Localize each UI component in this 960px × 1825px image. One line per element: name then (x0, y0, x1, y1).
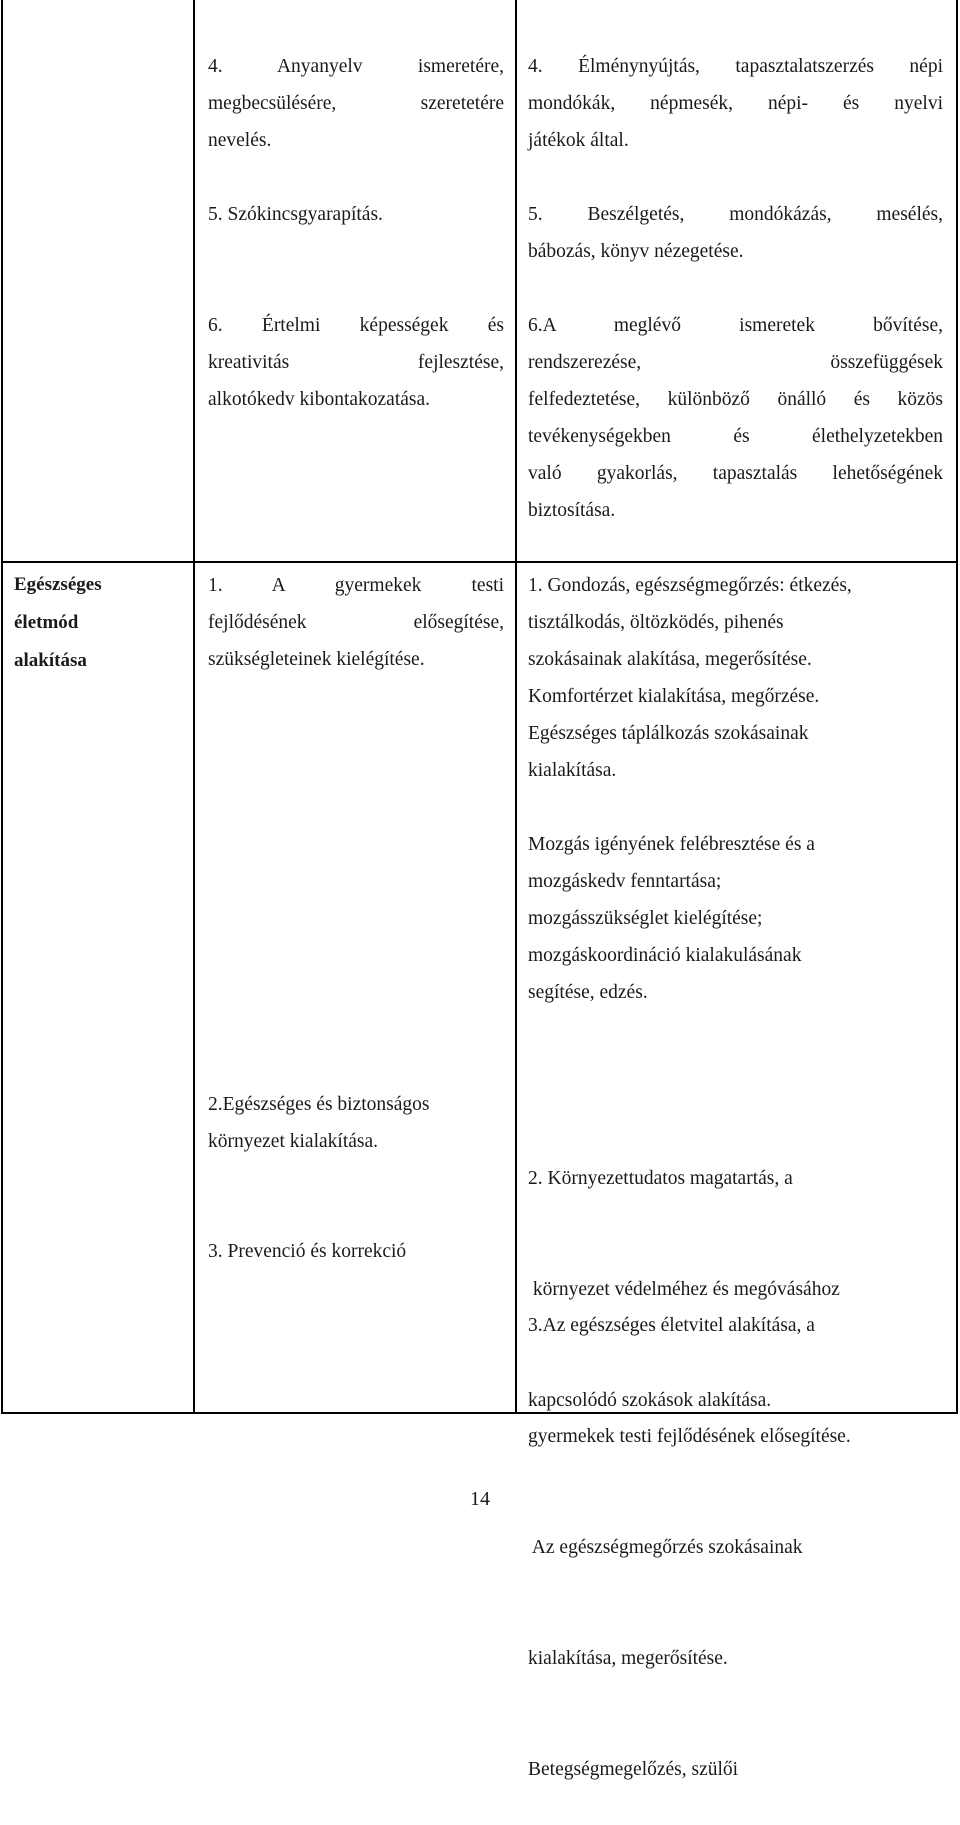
section-heading: Egészséges életmód alakítása (14, 574, 102, 671)
task-elmenynyujtas: 4. Élménynyújtás, tapasztalatszerzés népi mondókák, népmesék, népi- és nyelvi játékok által. (528, 56, 943, 151)
task-gondozas: 1. Gondozás, egészségmegőrzés: étkezés, tisztálkodás, öltözködés, pihenés szokásainak alakítása, megerősítése. Komfortérzet kialakítása, megőrzése. Egészséges táplálkozás szokásainak kialakítása. (528, 575, 852, 781)
goal-ertelmi: 6. Értelmi képességek és kreativitás fejlesztése, alkotókedv kibontakozatása. (208, 315, 504, 410)
task-beszelgetes: 5. Beszélgetés, mondókázás, mesélés, bábozás, könyv nézegetése. (528, 204, 943, 262)
goal-anyanyelv: 4. Anyanyelv ismeretére, megbecsülésére, szeretetére nevelés. (208, 56, 504, 151)
page-number: 14 (470, 1488, 490, 1510)
goal-testi-fejlodes: 1. A gyermekek testi fejlődésének elősegítése, szükségleteinek kielégítése. (208, 575, 504, 670)
table-left-border (1, 0, 3, 1414)
task-kornyezettudatos: 2. Környezettudatos magatartás, a környezet védelméhez és megóvásához kapcsolódó szokások alakítása. (528, 1168, 840, 1411)
task-ismeretek: 6.A meglévő ismeretek bővítése, rendszerezése, összefüggések felfedeztetése, különböző önálló és közös tevékenységekben és élethelyzetekben való gyakorlás, tapasztalás lehetőségének biztosítása. (528, 315, 943, 521)
task-mozgas: Mozgás igényének felébresztése és a mozgáskedv fenntartása; mozgásszükséglet kielégítése; mozgáskoordináció kialakulásának segítése, edzés. (528, 834, 815, 1003)
goal-kornyezet: 2.Egészséges és biztonságos környezet kialakítása. (208, 1094, 430, 1152)
row-separator (1, 561, 958, 563)
task-eletvitel: 3.Az egészséges életvitel alakítása, a gyermekek testi fejlődésének elősegítése. Az egészségmegőrzés szokásainak kialakítása, megerősítése. Betegségmegelőzés, szülői (528, 1315, 851, 1780)
goal-prevencio: 3. Prevenció és korrekció (208, 1241, 407, 1262)
goal-szokincs: 5. Szókincsgyarapítás. (208, 204, 383, 225)
table-right-border (956, 0, 958, 1414)
table-divider-2 (515, 0, 517, 1414)
table-divider-1 (193, 0, 195, 1414)
